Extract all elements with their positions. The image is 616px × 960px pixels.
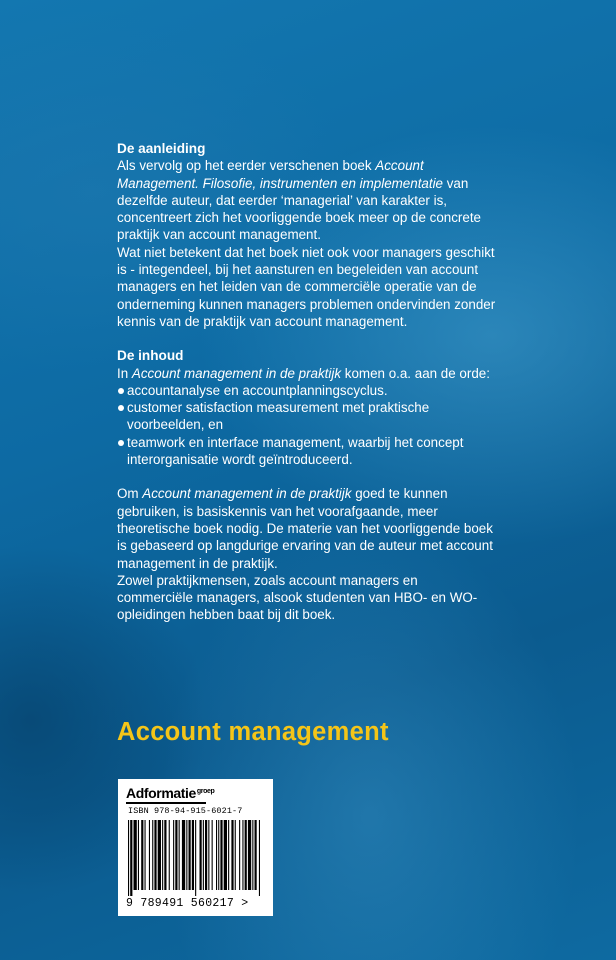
isbn-text: ISBN 978-94-915-6021-7 xyxy=(128,806,243,816)
logo-underline xyxy=(126,802,206,804)
barcode-bar xyxy=(245,820,247,890)
topic-list xyxy=(117,382,497,468)
barcode-bar xyxy=(182,820,185,890)
section-heading-aanleiding: De aanleiding xyxy=(117,141,206,156)
barcode-bar xyxy=(134,820,137,890)
list-item: accountanalyse en accountplanningscyclus. xyxy=(117,382,497,399)
barcode-bar xyxy=(130,820,132,896)
barcode-bar xyxy=(145,820,146,890)
barcode-bar xyxy=(195,820,196,896)
section-heading-inhoud: De inhoud xyxy=(117,348,184,364)
barcode-bar xyxy=(218,820,219,890)
barcode-bar xyxy=(205,820,207,890)
paragraph: Als vervolg op het eerder verschenen boek Account Management. Filosofie, instrumenten en implementatie van dezelfde auteur, dat eerder ‘managerial’ van karakter is, concentreert zich het voorliggende boek meer op de concrete praktijk van account management. xyxy=(117,158,481,243)
list-item: teamwork en interface management, waarbij het concept interorganisatie wordt geïntroduceerd. xyxy=(117,434,497,469)
barcode-bar xyxy=(152,820,153,890)
barcode-bar xyxy=(154,820,156,890)
barcode-bar xyxy=(242,820,243,890)
barcode-bar xyxy=(208,820,209,890)
blurb-text xyxy=(117,140,497,624)
barcode-bar xyxy=(220,820,222,890)
barcode-bar xyxy=(228,820,229,890)
barcode-bar xyxy=(216,820,217,890)
barcode-bar xyxy=(158,820,161,890)
barcode-bar xyxy=(231,820,233,890)
barcode-bar xyxy=(149,820,150,890)
barcode-bar xyxy=(162,820,163,890)
barcode-bar xyxy=(255,820,257,890)
barcode-bar xyxy=(212,820,213,890)
barcode xyxy=(128,820,263,896)
list-item: customer satisfaction measurement met praktische voorbeelden, en xyxy=(117,399,497,434)
barcode-bar xyxy=(189,820,191,890)
barcode-bar xyxy=(192,820,194,890)
isbn-barcode-label xyxy=(118,779,273,916)
barcode-bar xyxy=(138,820,139,890)
barcode-bar xyxy=(141,820,143,890)
barcode-bar xyxy=(224,820,227,890)
paragraph: Zowel praktijkmensen, zoals account managers en commerciële managers, alsook studenten van HBO- en WO-opleidingen hebben baat bij dit boek. xyxy=(117,572,478,623)
barcode-bar xyxy=(128,820,129,896)
barcode-bar xyxy=(239,820,240,890)
book-title: Account management xyxy=(117,718,389,746)
barcode-bar xyxy=(164,820,166,890)
paragraph: In Account management in de praktijk komen o.a. aan de orde: xyxy=(117,365,490,381)
barcode-bar xyxy=(169,820,170,890)
barcode-bar xyxy=(203,820,204,890)
publisher-logo: Adformatie$^{groep}$ xyxy=(126,785,215,801)
barcode-bar xyxy=(235,820,236,890)
paragraph: Wat niet betekent dat het boek niet ook voor managers geschikt is - integendeel, bij het aansturen en begeleiden van account managers en het leiden van de commerciële operatie van de onderneming kunnen managers problemen ondervinden zonder kennis van de praktijk van account management. xyxy=(117,244,496,329)
barcode-bar xyxy=(248,820,251,890)
barcode-bar xyxy=(252,820,253,890)
paragraph: Om Account management in de praktijk goed te kunnen gebruiken, is basiskennis van het voorafgaande, meer theoretische boek nodig. De materie van het voorliggende boek is gebaseerd op langdurige ervaring van de auteur met account management in de praktijk. xyxy=(117,486,493,571)
barcode-bar xyxy=(186,820,187,890)
barcode-digits: 9 789491 560217 > xyxy=(126,897,249,910)
barcode-bar xyxy=(259,820,260,896)
barcode-bar xyxy=(179,820,180,890)
barcode-bar xyxy=(173,820,174,890)
barcode-bar xyxy=(175,820,177,890)
barcode-bar xyxy=(200,820,202,890)
